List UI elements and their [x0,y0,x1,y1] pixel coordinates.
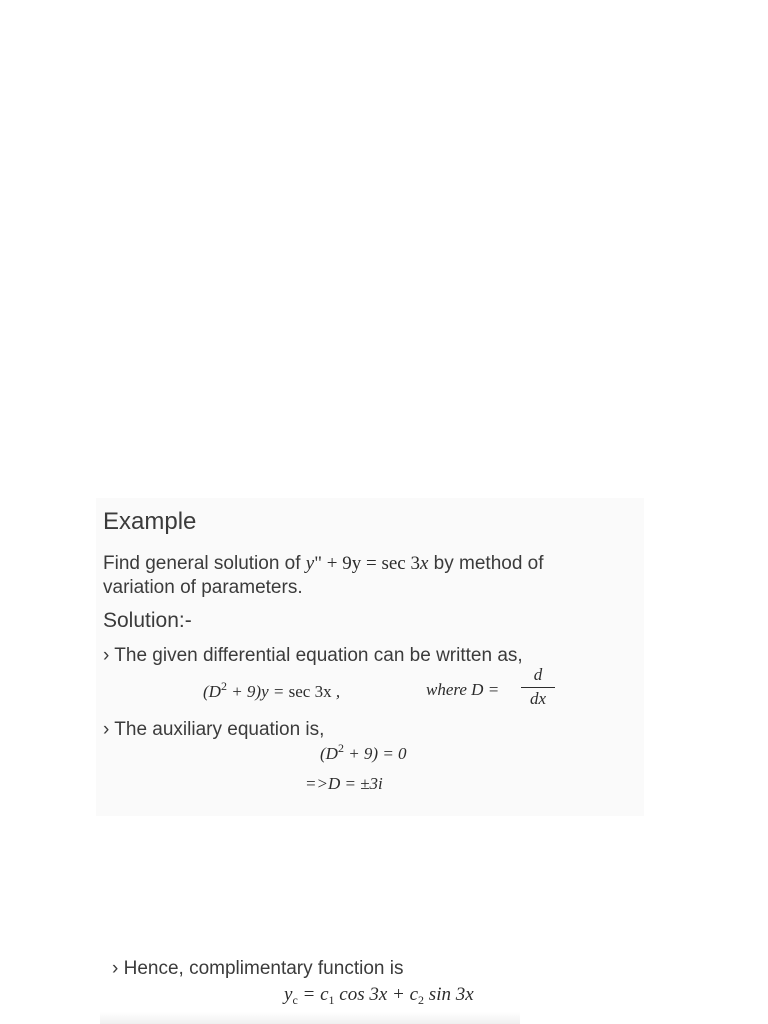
problem-text-start: Find general solution of [103,553,306,574]
yc-subscript: c [292,993,298,1007]
fraction-numerator: d [533,665,543,684]
problem-line-2: variation of parameters. [103,577,303,598]
eq-y: y [305,553,315,574]
equation-operator-form [203,679,340,702]
cos-term: cos 3x + c [334,984,419,1005]
step-2-text: The auxiliary equation is, [114,719,325,740]
problem-text-end: by method of [428,553,544,574]
eq1-mid: + 9)y = [226,682,289,701]
c1-subscript: 1 [328,993,335,1007]
example-heading: Example [103,508,197,535]
bullet-arrow-icon: › [103,645,110,666]
eq-sec: sec 3 [381,553,420,574]
eq-rest: + 9y = [322,553,382,574]
sin-term: sin 3x [424,984,474,1005]
eq-x: x [419,553,429,574]
eq1-lhs: (D [203,682,221,701]
eq2-power: 2 [337,741,344,755]
step-1-line [103,645,523,667]
step-3-line [112,958,403,980]
fraction-bar [521,687,555,688]
step-1-text: The given differential equation can be written as, [114,645,523,666]
eq1-comma: , [331,682,341,701]
auxiliary-equation [320,741,407,764]
solution-label: Solution:- [103,609,192,632]
roots-equation: =>D = ±3i [305,774,383,793]
d-dx-fraction [521,665,555,709]
where-clause: where D = [426,680,500,699]
problem-line-1 [103,553,544,575]
bullet-arrow-icon: › [103,719,110,740]
eq2-lhs: (D [320,744,338,763]
eq1-power: 2 [220,679,227,693]
eq2-rest: + 9) = 0 [343,744,407,763]
bullet-arrow-icon: › [112,958,119,979]
eq1-sec: sec 3x [288,682,332,701]
step-2-line [103,719,324,741]
eq-prime: " [314,553,322,574]
step-3-text: Hence, complimentary function is [123,958,404,979]
problem-equation [306,553,429,574]
yc-y: y [284,984,293,1005]
c2-subscript: 2 [418,993,425,1007]
cut-off-next-line [100,1012,520,1024]
yc-equals-c: = c [297,984,329,1005]
fraction-denominator: dx [529,689,547,708]
complementary-function [284,984,474,1008]
